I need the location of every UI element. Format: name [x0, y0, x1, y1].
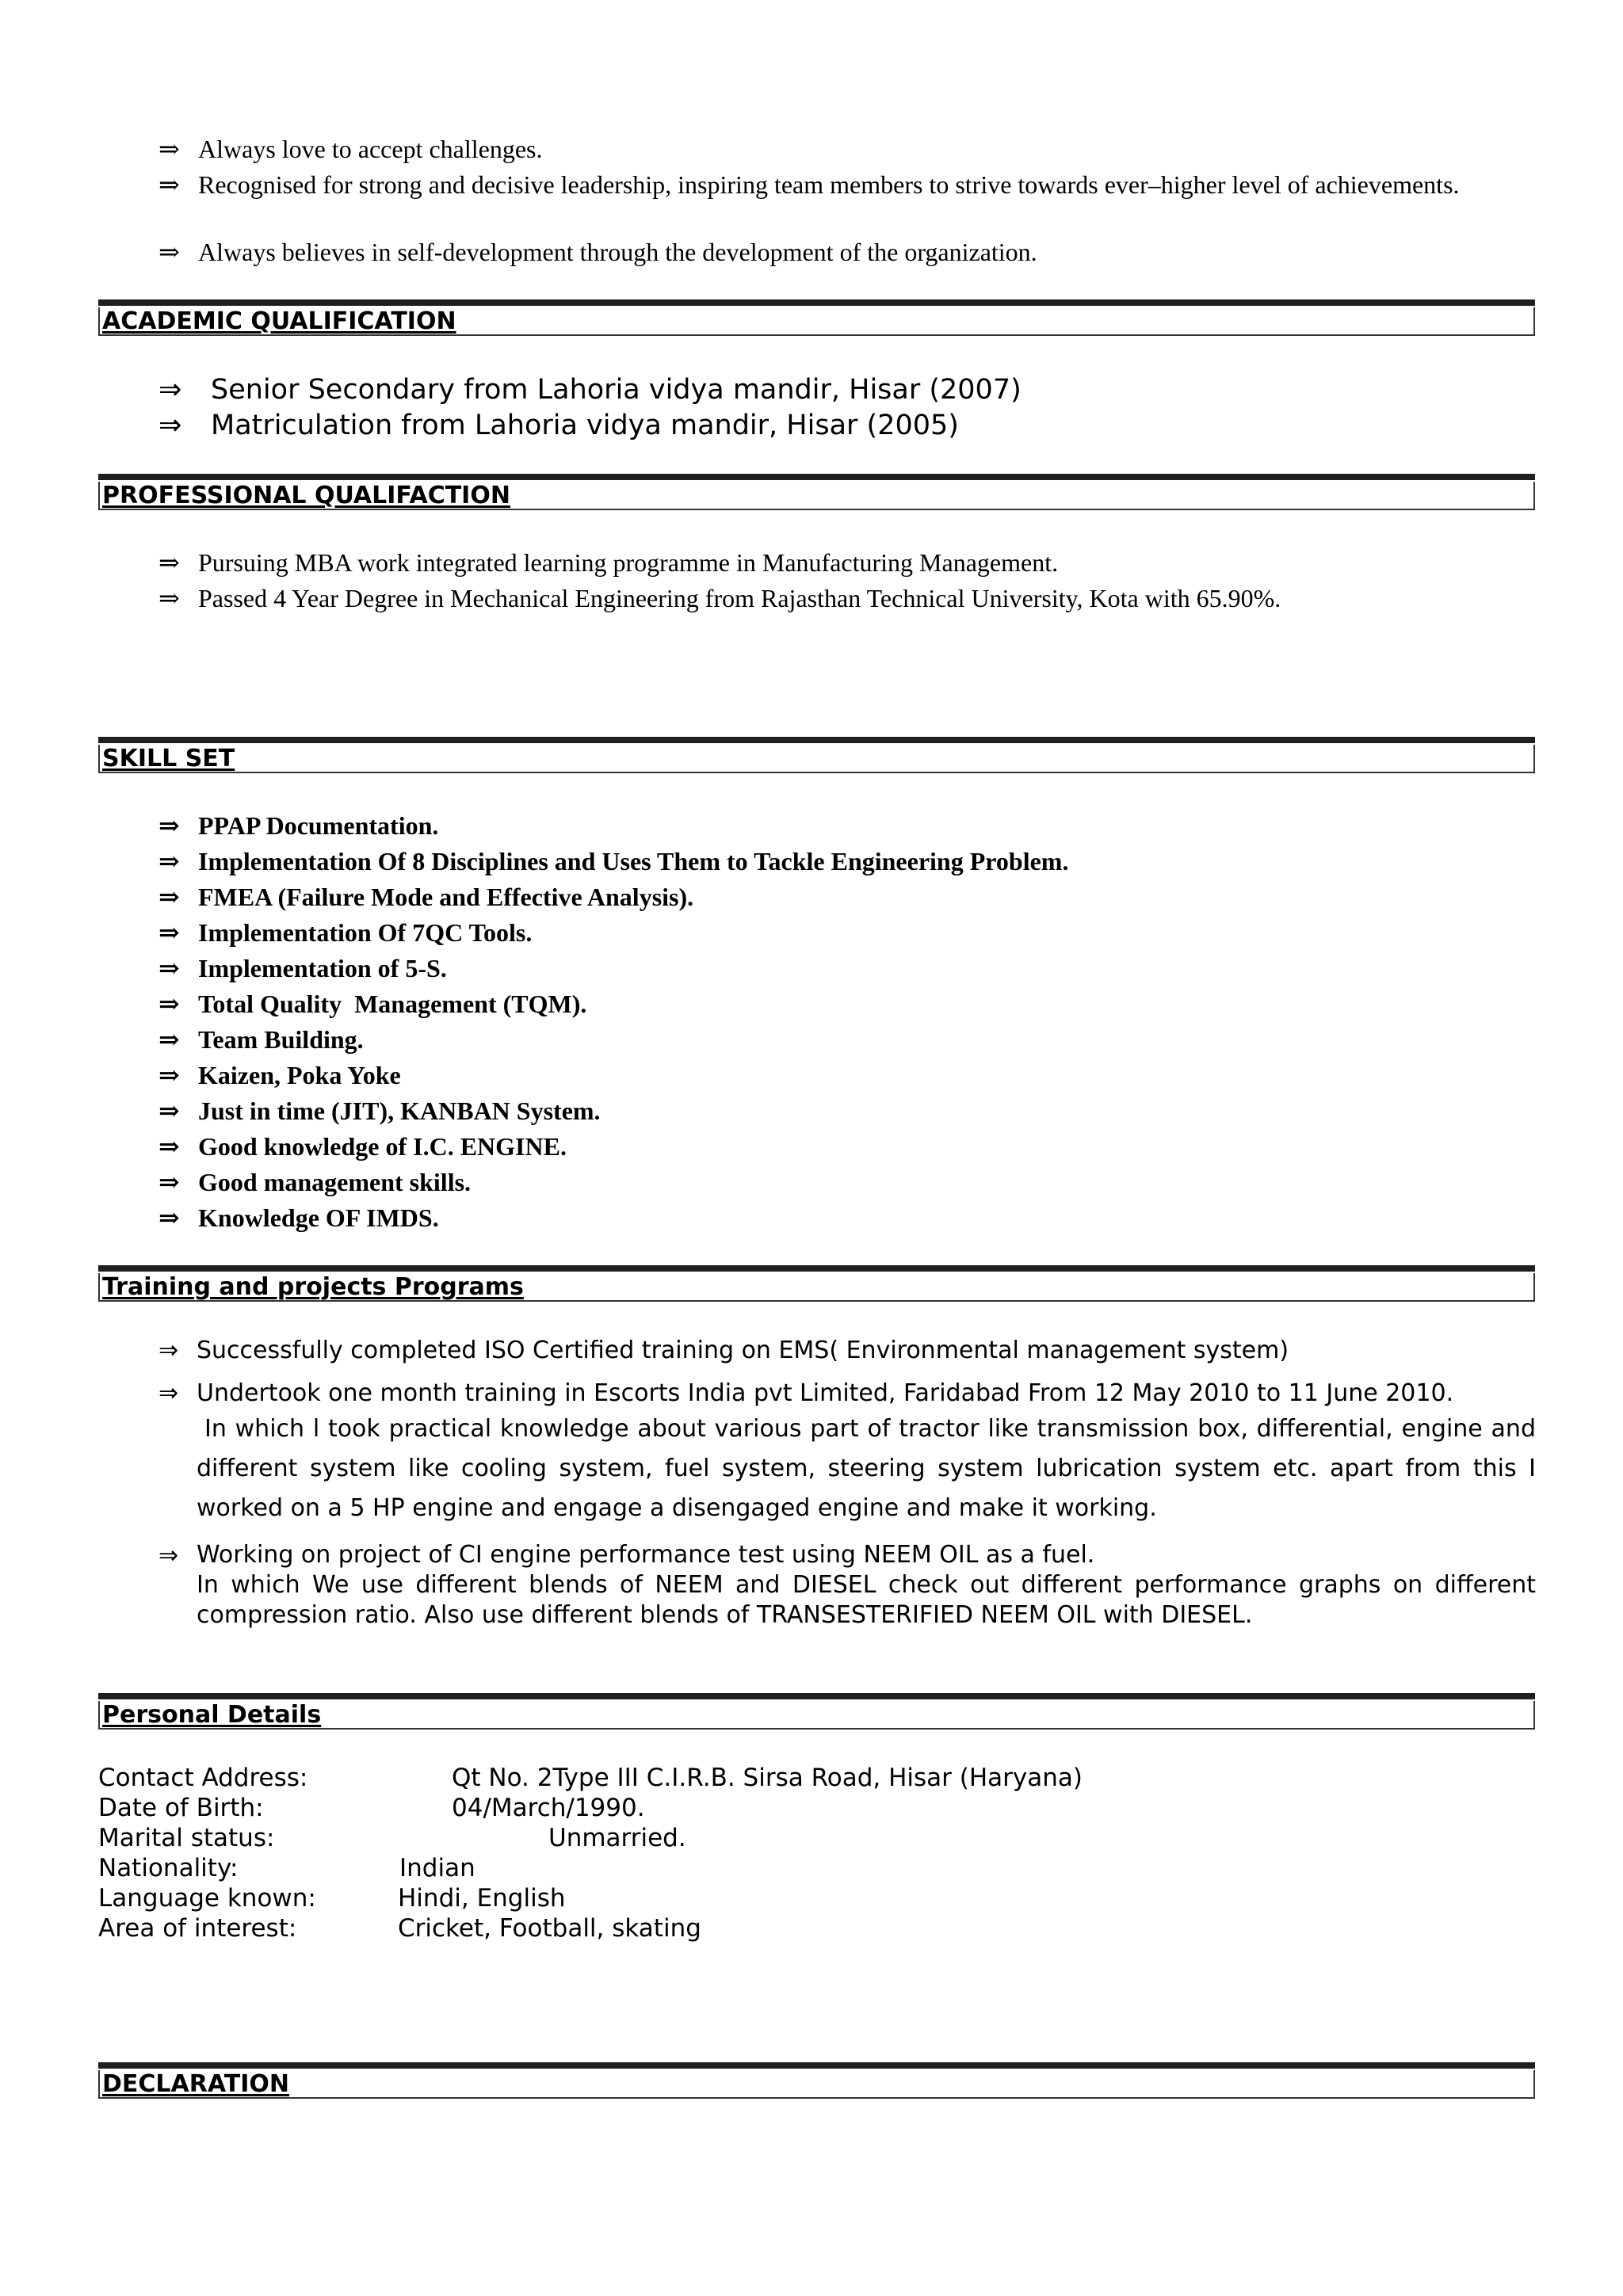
- section-divider: [98, 1265, 1535, 1272]
- arrow-bullet-icon: ⇒: [158, 1379, 179, 1407]
- section-header-training: [98, 1265, 1535, 1302]
- arrow-bullet-icon: ⇒: [158, 410, 182, 441]
- section-title: Personal Details: [102, 1701, 322, 1729]
- arrow-bullet-icon: ⇒: [158, 548, 180, 577]
- arrow-bullet-icon: ⇒: [158, 1025, 180, 1054]
- personal-value: Qt No. 2Type III C.I.R.B. Sirsa Road, Hisar (Haryana): [452, 1764, 1083, 1792]
- personal-value: 04/March/1990.: [452, 1794, 645, 1822]
- skill-item: ⇒ Knowledge OF IMDS.: [158, 1200, 1536, 1236]
- section-title: SKILL SET: [102, 745, 235, 772]
- section-header-academic: [98, 299, 1535, 336]
- skill-item: ⇒ FMEA (Failure Mode and Effective Analysis).: [158, 879, 1536, 915]
- intro-text: Always love to accept challenges.: [198, 135, 543, 163]
- section-title: PROFESSIONAL QUALIFACTION: [102, 482, 510, 509]
- arrow-bullet-icon: ⇒: [158, 1337, 179, 1364]
- arrow-bullet-icon: ⇒: [158, 374, 182, 406]
- training-item: ⇒ Undertook one month training in Escorts India pvt Limited, Faridabad From 12 May 2010 to 11 June 2010. In which l took practical knowledge about various part of tractor like transmission box, differential, engine and different system like cooling system, fuel system, steering system lubrication system etc. apart from this I worked on a 5 HP engine and engage a disengaged engine and make it working.: [158, 1379, 1536, 1522]
- skill-item: ⇒ Total Quality Management (TQM).: [158, 986, 1536, 1022]
- training-item: ⇒ Working on project of CI engine performance test using NEEM OIL as a fuel. In which We use different blends of NEEM and DIESEL check out different performance graphs on different compression ratio. Also use different blends of TRANSESTERIFIED NEEM OIL with DIESEL.: [158, 1541, 1536, 1629]
- intro-item: [158, 235, 1536, 269]
- section-header-declaration: [98, 2062, 1535, 2099]
- intro-text: Recognised for strong and decisive leadership, inspiring team members to strive towards ever–higher level of achievements.: [198, 170, 1460, 199]
- personal-label: Area of interest:: [98, 1914, 297, 1943]
- section-divider: [98, 474, 1535, 480]
- personal-value: Indian: [399, 1854, 475, 1882]
- intro-text: Always believes in self-development through the development of the organization.: [198, 238, 1037, 266]
- skill-item: ⇒ Good knowledge of I.C. ENGINE.: [158, 1129, 1536, 1165]
- skill-item: ⇒ Just in time (JIT), KANBAN System.: [158, 1093, 1536, 1129]
- arrow-bullet-icon: ⇒: [158, 170, 180, 199]
- arrow-bullet-icon: ⇒: [158, 584, 180, 612]
- section-divider: [98, 299, 1535, 306]
- academic-item: ⇒ Matriculation from Lahoria vidya mandir, Hisar (2005): [158, 407, 1536, 444]
- arrow-bullet-icon: ⇒: [158, 883, 180, 911]
- personal-value: Hindi, English: [398, 1884, 566, 1913]
- arrow-bullet-icon: ⇒: [158, 1203, 180, 1232]
- skill-item: ⇒ Implementation Of 7QC Tools.: [158, 915, 1536, 951]
- training-item: ⇒ Successfully completed ISO Certified training on EMS( Environmental management system): [158, 1335, 1536, 1367]
- section-header-professional: [98, 474, 1535, 510]
- arrow-bullet-icon: ⇒: [158, 954, 180, 982]
- personal-label: Date of Birth:: [98, 1794, 264, 1822]
- arrow-bullet-icon: ⇒: [158, 238, 180, 266]
- arrow-bullet-icon: ⇒: [158, 1061, 180, 1089]
- skill-item: ⇒ Implementation Of 8 Disciplines and Uses Them to Tackle Engineering Problem.: [158, 844, 1536, 879]
- section-title: ACADEMIC QUALIFICATION: [102, 307, 456, 335]
- arrow-bullet-icon: ⇒: [158, 135, 180, 163]
- arrow-bullet-icon: ⇒: [158, 918, 180, 947]
- section-divider: [98, 1693, 1535, 1699]
- personal-label: Nationality:: [98, 1854, 239, 1882]
- arrow-bullet-icon: ⇒: [158, 1168, 180, 1196]
- personal-label: Language known:: [98, 1884, 316, 1913]
- skill-item: ⇒ Team Building.: [158, 1022, 1536, 1058]
- personal-label: Marital status:: [98, 1824, 275, 1852]
- skill-item: ⇒ Good management skills.: [158, 1165, 1536, 1200]
- intro-item: [158, 132, 1536, 166]
- arrow-bullet-icon: ⇒: [158, 1132, 180, 1161]
- section-title: DECLARATION: [102, 2070, 289, 2098]
- skill-item: ⇒ Implementation of 5-S.: [158, 951, 1536, 986]
- arrow-bullet-icon: ⇒: [158, 811, 180, 840]
- skill-item: ⇒ Kaizen, Poka Yoke: [158, 1058, 1536, 1093]
- arrow-bullet-icon: ⇒: [158, 1097, 180, 1125]
- section-header-skills: [98, 737, 1535, 773]
- arrow-bullet-icon: ⇒: [158, 847, 180, 875]
- intro-item: [158, 168, 1536, 201]
- section-divider: [98, 737, 1535, 743]
- section-divider: [98, 2062, 1535, 2069]
- personal-value: Unmarried.: [548, 1824, 686, 1852]
- skill-item: ⇒ PPAP Documentation.: [158, 808, 1536, 844]
- personal-label: Contact Address:: [98, 1764, 308, 1792]
- professional-item: ⇒ Passed 4 Year Degree in Mechanical Engineering from Rajasthan Technical University, Kota with 65.90%.: [158, 581, 1536, 616]
- academic-item: ⇒ Senior Secondary from Lahoria vidya mandir, Hisar (2007): [158, 372, 1536, 408]
- professional-item: ⇒ Pursuing MBA work integrated learning programme in Manufacturing Management.: [158, 545, 1536, 581]
- section-title: Training and projects Programs: [102, 1273, 524, 1301]
- arrow-bullet-icon: ⇒: [158, 990, 180, 1018]
- section-header-personal: [98, 1693, 1535, 1730]
- personal-value: Cricket, Football, skating: [398, 1914, 701, 1943]
- arrow-bullet-icon: ⇒: [158, 1542, 179, 1569]
